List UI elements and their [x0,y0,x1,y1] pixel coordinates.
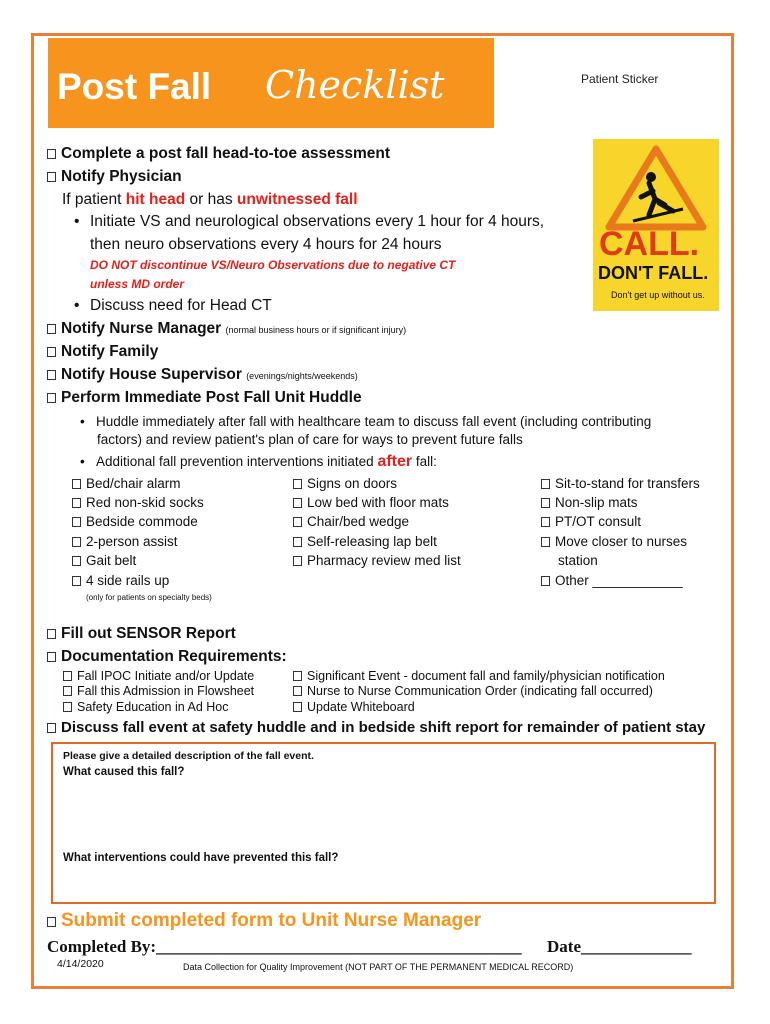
checkbox[interactable] [541,576,550,586]
intervention-col3-continued: station [558,553,598,568]
intervention-col3-item[interactable] [541,514,641,529]
intervention-label: Red non-skid socks [86,495,204,510]
intervention-label: 4 side rails up [86,573,170,588]
intervention-label: Bed/chair alarm [86,476,181,491]
physician-condition [62,191,358,209]
intervention-label: Self-releasing lap belt [307,534,437,549]
bullet-text: Additional fall prevention interventions initiated [96,454,374,469]
huddle-line2: factors) and review patient's plan of care for ways to prevent future falls [97,432,523,447]
doc-right-item[interactable] [293,700,415,714]
checklist-item-documentation[interactable] [47,648,287,666]
bullet-text: fall: [415,454,437,469]
checkbox[interactable] [47,723,56,733]
doc-label: Significant Event - document fall and family/physician notification [307,669,665,683]
warning-line1: DO NOT discontinue VS/Neuro Observations due to negative CT [90,258,456,272]
vs-observation-bullet [74,213,544,231]
item-note: (normal business hours or if significant injury) [225,325,407,335]
checkbox[interactable] [47,324,56,334]
submit-instruction[interactable] [47,910,481,932]
checkbox[interactable] [63,671,72,681]
huddle-bullet [80,414,651,429]
checkbox[interactable] [47,393,56,403]
intervention-label: Gait belt [86,553,137,568]
checklist-item-label: Notify House Supervisor [61,366,242,383]
doc-label: Update Whiteboard [307,700,415,714]
checkbox[interactable] [72,517,81,527]
checkbox[interactable] [293,498,302,508]
checkbox[interactable] [72,556,81,566]
interventions-bullet [80,453,437,471]
vs-observation-line2: then neuro observations every 4 hours for 24 hours [90,236,442,253]
intervention-col1-item[interactable] [72,553,136,568]
checkbox[interactable] [47,652,56,662]
checkbox[interactable] [47,149,56,159]
doc-right-item[interactable] [293,669,665,683]
checkbox[interactable] [47,347,56,357]
checklist-item-label: Fill out SENSOR Report [61,625,236,642]
checklist-item-physician[interactable] [47,168,182,186]
checklist-item-sensor-report[interactable] [47,625,236,643]
checklist-item-label: Complete a post fall head-to-toe assessment [61,145,391,162]
checkbox[interactable] [293,702,302,712]
checkbox[interactable] [72,537,81,547]
intervention-label: PT/OT consult [555,514,642,529]
hit-head-text: hit head [125,191,186,208]
head-ct-bullet [74,297,272,315]
intervention-label: Chair/bed wedge [307,514,410,529]
checklist-item-label: Notify Nurse Manager [61,320,222,337]
page-title-script: Checklist [265,63,445,107]
bullet-text: Initiate VS and neurological observations every 1 hour for 4 hours, [90,213,545,230]
intervention-col3-item[interactable] [541,573,683,588]
checklist-item-label: Discuss fall event at safety huddle and in bedside shift report for remainder of patient stay [61,719,706,736]
doc-left-item[interactable] [63,684,254,698]
intervention-col1-item[interactable] [72,514,198,529]
checklist-item-nurse-manager[interactable] [47,320,406,338]
checkbox[interactable] [72,498,81,508]
checkbox[interactable] [293,537,302,547]
intervention-col2-item[interactable] [293,476,397,491]
checkbox[interactable] [541,479,550,489]
date-field[interactable]: Date_____________ [547,937,692,956]
doc-label: Fall IPOC Initiate and/or Update [77,669,255,683]
intervention-col2-item[interactable] [293,495,449,510]
completed-by-field[interactable]: Completed By:___________________________________________ [47,937,522,956]
description-q2: What interventions could have prevented this fall? [63,852,339,864]
intervention-col1-item[interactable] [72,573,169,588]
checklist-item-label: Documentation Requirements: [61,648,287,665]
intervention-col2-item[interactable] [293,514,409,529]
warning-line2: unless MD order [90,277,185,291]
checkbox[interactable] [63,702,72,712]
checklist-item-house-supervisor[interactable] [47,366,358,384]
doc-label: Safety Education in Ad Hoc [77,700,229,714]
condition-text: or has [189,191,233,208]
checklist-item-huddle[interactable] [47,389,362,407]
doc-right-item[interactable] [293,684,653,698]
checkbox[interactable] [293,686,302,696]
description-q1: What caused this fall? [63,766,185,778]
checkbox[interactable] [72,479,81,489]
intervention-label: Other ____________ [555,573,683,588]
logo-sub-text: Don't get up without us. [611,290,705,300]
doc-label: Fall this Admission in Flowsheet [77,684,255,698]
description-prompt: Please give a detailed description of the fall event. [63,750,314,762]
intervention-col1-item[interactable] [72,534,178,549]
checkbox[interactable] [293,556,302,566]
intervention-col2-item[interactable] [293,553,461,568]
intervention-label: Sit-to-stand for transfers [555,476,700,491]
logo-call-text: CALL. [599,225,700,263]
bullet-text: Discuss need for Head CT [90,297,272,314]
intervention-col1-item[interactable] [72,476,181,491]
checklist-item-label: Perform Immediate Post Fall Unit Huddle [61,389,362,406]
checkbox[interactable] [541,498,550,508]
patient-sticker-label: Patient Sticker [581,72,659,86]
checkbox[interactable] [293,517,302,527]
doc-label: Nurse to Nurse Communication Order (indicating fall occurred) [307,684,653,698]
checkbox[interactable] [47,172,56,182]
checklist-item-label: Notify Physician [61,168,182,185]
checkbox[interactable] [63,686,72,696]
intervention-col3-item[interactable] [541,476,700,491]
intervention-col1-item[interactable] [72,495,204,510]
item-note: (evenings/nights/weekends) [246,371,358,381]
intervention-col2-item[interactable] [293,534,437,549]
unwitnessed-fall-text: unwitnessed fall [236,191,358,208]
checkbox[interactable] [541,517,550,527]
intervention-col3-item[interactable] [541,534,687,549]
checkbox[interactable] [72,576,81,586]
checklist-item-label: Notify Family [61,343,159,360]
checkbox[interactable] [293,479,302,489]
version-date: 4/14/2020 [57,958,104,970]
footer-note: Data Collection for Quality Improvement (NOT PART OF THE PERMANENT MEDICAL RECORD) [183,962,574,972]
checklist-item-assessment[interactable] [47,145,390,163]
doc-left-item[interactable] [63,700,228,714]
logo-dont-fall-text: DON'T FALL. [598,263,709,283]
intervention-label: Signs on doors [307,476,398,491]
bullet-text: Huddle immediately after fall with healthcare team to discuss fall event (including contributing [96,414,652,429]
condition-text: If patient [62,191,122,208]
intervention-label: Move closer to nurses [555,534,688,549]
intervention-label: Pharmacy review med list [307,553,461,568]
checkbox[interactable] [541,537,550,547]
side-rails-note: (only for patients on specialty beds) [86,593,212,602]
checkbox[interactable] [47,629,56,639]
intervention-label: Non-slip mats [555,495,638,510]
page-title: Post Fall [57,66,212,107]
intervention-label: Bedside commode [86,514,198,529]
checkbox[interactable] [47,370,56,380]
submit-label: Submit completed form to Unit Nurse Manager [61,910,482,931]
intervention-label: Low bed with floor mats [307,495,449,510]
call-dont-fall-logo [593,139,719,311]
after-text: after [377,453,413,470]
intervention-label: 2-person assist [86,534,178,549]
checklist-item-discuss-huddle[interactable] [47,719,705,736]
doc-left-item[interactable] [63,669,254,683]
checkbox[interactable] [47,917,56,927]
checklist-item-family[interactable] [47,343,158,361]
checkbox[interactable] [293,671,302,681]
intervention-col3-item[interactable] [541,495,638,510]
